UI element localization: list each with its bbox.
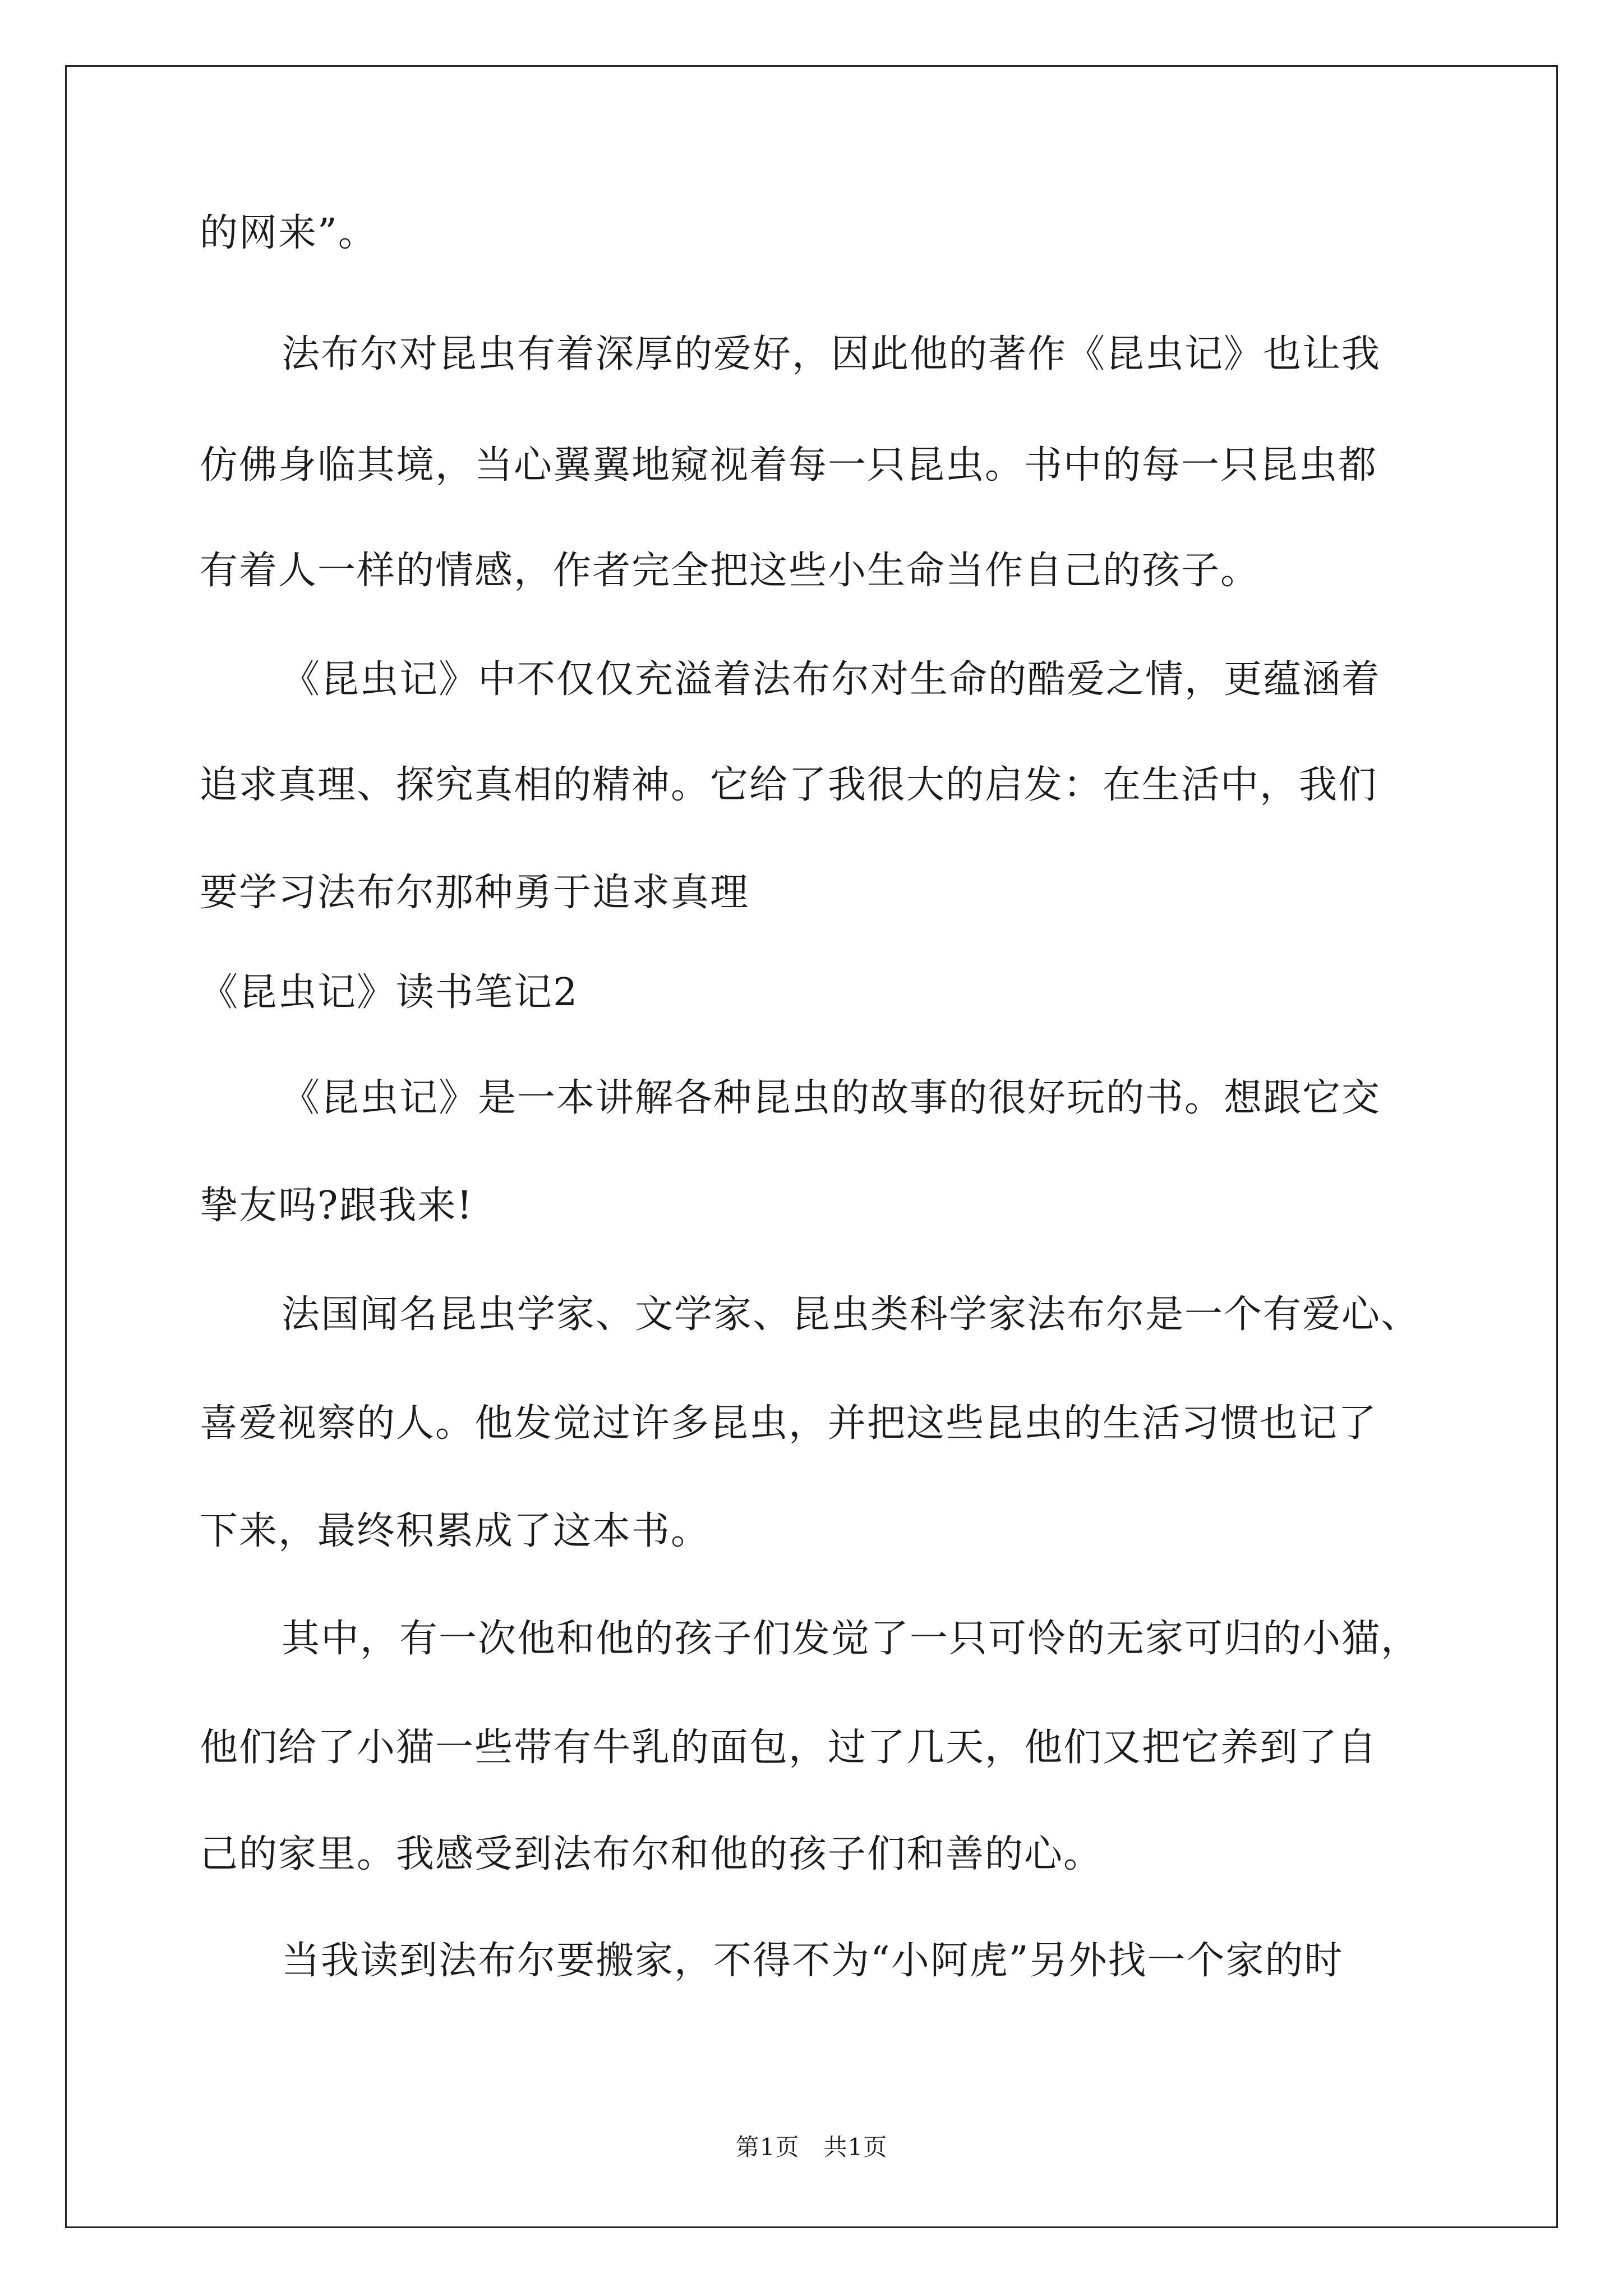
paragraph-line: 当我读到法布尔要搬家，不得不为“小阿虎”另外找一个家的时 bbox=[282, 1939, 1344, 1983]
text-line: 喜爱视察的人。他发觉过许多昆虫，并把这些昆虫的生活习惯也记了 bbox=[200, 1401, 1378, 1446]
text-line: 己的家里。我感受到法布尔和他的孩子们和善的心。 bbox=[200, 1832, 1103, 1876]
section-heading: 《昆虫记》读书笔记2 bbox=[200, 970, 579, 1015]
text-line: 他们给了小猫一些带有牛乳的面包，过了几天，他们又把它养到了自 bbox=[200, 1726, 1378, 1770]
text-line: 仿佛身临其境，当心翼翼地窥视着每一只昆虫。书中的每一只昆虫都 bbox=[200, 443, 1378, 487]
text-line: 追求真理、探究真相的精神。它给了我很大的启发：在生活中，我们 bbox=[200, 763, 1378, 807]
text-line: 下来，最终积累成了这本书。 bbox=[200, 1509, 711, 1553]
paragraph-line: 其中，有一次他和他的孩子们发觉了一只可怜的无家可归的小猫， bbox=[282, 1617, 1421, 1661]
paragraph-line: 《昆虫记》是一本讲解各种昆虫的故事的很好玩的书。想跟它交 bbox=[282, 1076, 1381, 1120]
paragraph-line: 《昆虫记》中不仅仅充溢着法布尔对生命的酷爱之情，更蕴涵着 bbox=[282, 657, 1381, 702]
text-line: 的网来”。 bbox=[200, 211, 377, 255]
paragraph-line: 法布尔对昆虫有着深厚的爱好，因此他的著作《昆虫记》也让我 bbox=[282, 332, 1381, 376]
page-border bbox=[65, 65, 1558, 2228]
text-line: 要学习法布尔那种勇于追求真理 bbox=[200, 871, 750, 915]
page-number-footer: 第1页 共1页 bbox=[735, 2133, 888, 2161]
text-line: 有着人一样的情感，作者完全把这些小生命当作自己的孩子。 bbox=[200, 549, 1260, 593]
paragraph-line: 法国闻名昆虫学家、文学家、昆虫类科学家法布尔是一个有爱心、 bbox=[282, 1292, 1421, 1337]
text-line: 挚友吗?跟我来! bbox=[200, 1184, 473, 1228]
